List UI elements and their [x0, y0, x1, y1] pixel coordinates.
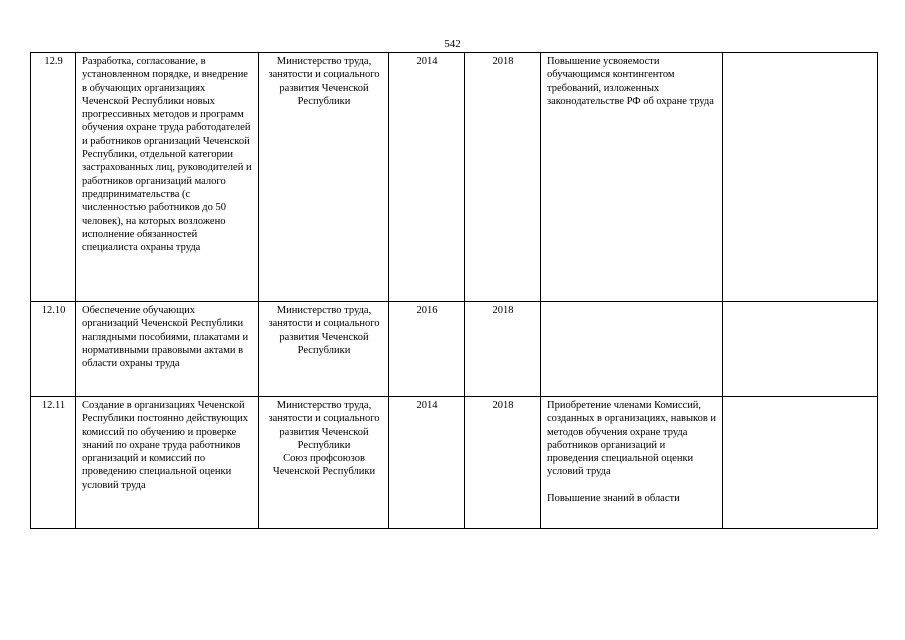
start-year: 2016: [389, 302, 465, 397]
responsible-executor: [259, 397, 389, 529]
end-year: 2018: [465, 302, 541, 397]
table-row: [31, 53, 878, 302]
responsible-executor: Министерство труда, занятости и социального развития Чеченской Республики: [259, 302, 389, 397]
start-year: 2014: [389, 397, 465, 529]
end-year: 2018: [465, 397, 541, 529]
responsible-executor: Министерство труда, занятости и социального развития Чеченской Республики: [259, 53, 389, 302]
table-row: [31, 302, 878, 397]
row-number: 12.10: [31, 302, 76, 397]
expected-result-text: Повышение знаний в области: [547, 492, 680, 504]
responsible-executor-ministry: Министерство труда, занятости и социального развития Чеченской Республики: [268, 400, 380, 451]
expected-result: [541, 302, 723, 397]
expected-result-text: Приобретение членами Комиссий, созданных в организациях, навыков и методов обучения охране труда работников организаций и проведения специальной оценки условий труда: [547, 400, 717, 478]
row-number: 12.11: [31, 397, 76, 529]
responsible-executor-union: Союз профсоюзов Чеченской Республики: [272, 453, 376, 478]
measure-description: Разработка, согласование, в установленном порядке, и внедрение в обучающих организациях Чеченской Республики новых прогрессивных методов и программ обучения охране труда работодателей и работников организаций Чеченской Республики, отдельной категории застрахованных лиц, руководителей и работников организаций малого предпринимательства (с численностью работников до 50 человек), на которых возложено исполнение обязанностей специалиста охраны труда: [76, 53, 259, 302]
expected-result: [541, 53, 723, 302]
page-number: 542: [444, 38, 461, 50]
expected-result: [541, 397, 723, 529]
measures-table: [30, 52, 878, 529]
note-cell: [723, 397, 878, 529]
end-year: 2018: [465, 53, 541, 302]
note-cell: [723, 53, 878, 302]
measure-description: Обеспечение обучающих организаций Чеченской Республики наглядными пособиями, плакатами и нормативными правовыми актами в области охраны труда: [76, 302, 259, 397]
expected-result-text: Повышение усвояемости обучающимся контингентом требований, изложенных законодательстве РФ об охране труда: [547, 56, 714, 107]
start-year: 2014: [389, 53, 465, 302]
note-cell: [723, 302, 878, 397]
row-number: 12.9: [31, 53, 76, 302]
measure-description: Создание в организациях Чеченской Республики постоянно действующих комиссий по обучению и проверке знаний по охране труда работников организаций и комиссий по проведению специальной оценки условий труда: [76, 397, 259, 529]
paragraph-gap: [547, 479, 717, 492]
table-row: [31, 397, 878, 529]
